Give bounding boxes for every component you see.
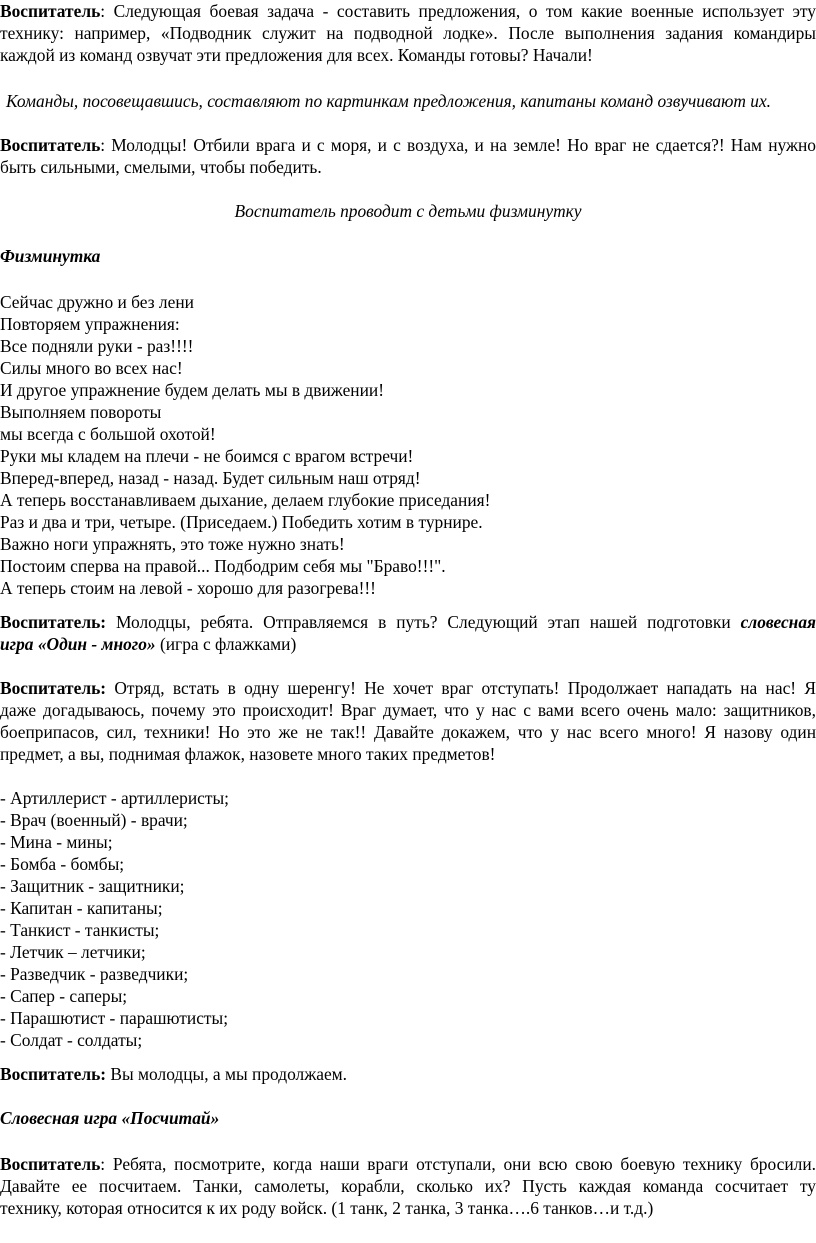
paragraph-line: Воспитатель: Отряд, встать в одну шеренгу! Не хочет враг отступать! Продолжает нападать на нас! Я [0, 678, 816, 698]
poem-line: мы всегда с большой охотой! [0, 424, 216, 444]
paragraph-line: даже догадываюсь, почему это происходит! Враг думает, что у нас с вами всего очень мало: защитников, [0, 700, 816, 720]
poem-line: Повторяем упражнения: [0, 314, 180, 334]
list-item: - Солдат - солдаты; [0, 1030, 143, 1050]
paragraph-line: Воспитатель: Следующая боевая задача - составить предложения, о том какие военные использует эту [0, 1, 816, 21]
poem-line: Раз и два и три, четыре. (Приседаем.) Победить хотим в турнире. [0, 512, 483, 532]
list-item: - Врач (военный) - врачи; [0, 810, 188, 830]
section-heading-physical-minute: Физминутка [0, 246, 101, 266]
paragraph-line: Воспитатель: Вы молодцы, а мы продолжаем. [0, 1064, 348, 1084]
poem-line: Сейчас дружно и без лени [0, 292, 194, 312]
list-item: - Сапер - саперы; [0, 986, 128, 1006]
list-item: - Капитан - капитаны; [0, 898, 163, 918]
poem-line: А теперь стоим на левой - хорошо для разогрева!!! [0, 578, 376, 598]
paragraph-line: Давайте ее посчитаем. Танки, самолеты, корабли, сколько их? Пусть каждая команда сосчитает ту [0, 1176, 816, 1196]
list-item: - Танкист - танкисты; [0, 920, 160, 940]
poem-line: А теперь восстанавливаем дыхание, делаем глубокие приседания! [0, 490, 491, 510]
paragraph-well-done [0, 134, 816, 178]
list-item: - Мина - мины; [0, 832, 113, 852]
paragraph-task [0, 0, 816, 66]
list-item: - Защитник - защитники; [0, 876, 185, 896]
paragraph-one-many [0, 677, 816, 765]
paragraph-line: предмет, а вы, поднимая флажок, назовете много таких предметов! [0, 744, 496, 764]
poem-line: Руки мы кладем на плечи - не боимся с врагом встречи! [0, 446, 414, 466]
speaker-label: Воспитатель: [0, 612, 107, 632]
poem-line: Все подняли руки - раз!!!! [0, 336, 194, 356]
paragraph-line: боеприпасов, сил, техники! Но это же не так!! Давайте докажем, что у нас всего много! Я назову один [0, 722, 816, 742]
stage-direction: Команды, посовещавшись, составляют по картинкам предложения, капитаны команд озвучивают их. [6, 91, 772, 111]
paragraph-next-stage [0, 611, 816, 655]
list-item: - Бомба - бомбы; [0, 854, 125, 874]
paragraph-continue [0, 1063, 816, 1085]
speaker-label: Воспитатель: [0, 678, 107, 698]
speaker-label: Воспитатель [0, 1, 101, 21]
speaker-label: Воспитатель [0, 135, 101, 155]
list-item: - Летчик – летчики; [0, 942, 146, 962]
paragraph-line: Воспитатель: Молодцы, ребята. Отправляемся в путь? Следующий этап нашей подготовки словесная [0, 612, 816, 632]
poem [0, 291, 816, 599]
poem-line: И другое упражнение будем делать мы в движении! [0, 380, 385, 400]
poem-line: Важно ноги упражнять, это тоже нужно знать! [0, 534, 345, 554]
paragraph-line: технику, которая относится к их роду войск. (1 танк, 2 танка, 3 танка….6 танков…и т.д.) [0, 1198, 654, 1218]
speaker-label: Воспитатель: [0, 1064, 107, 1084]
word-list [0, 787, 816, 1051]
list-item: - Разведчик - разведчики; [0, 964, 189, 984]
paragraph-line: игра «Один - много» (игра с флажками) [0, 634, 297, 654]
speaker-label: Воспитатель [0, 1154, 101, 1174]
paragraph-line: Воспитатель: Молодцы! Отбили врага и с моря, и с воздуха, и на земле! Но враг не сдается?! Нам нужно [0, 135, 816, 155]
section-heading-count-game: Словесная игра «Посчитай» [0, 1108, 220, 1128]
poem-line: Выполняем повороты [0, 402, 162, 422]
paragraph-line: технику: например, «Подводник служит на подводной лодке». После выполнения задания командиры [0, 23, 816, 43]
list-item: - Парашютист - парашютисты; [0, 1008, 229, 1028]
poem-line: Постоим сперва на правой... Подбодрим себя мы "Браво!!!". [0, 556, 446, 576]
poem-line: Вперед-вперед, назад - назад. Будет сильным наш отряд! [0, 468, 421, 488]
paragraph-count-equipment [0, 1153, 816, 1219]
stage-direction-centered: Воспитатель проводит с детьми физминутку [234, 201, 582, 221]
poem-line: Силы много во всех нас! [0, 358, 183, 378]
paragraph-line: быть сильными, смелыми, чтобы победить. [0, 157, 322, 177]
paragraph-line: Воспитатель: Ребята, посмотрите, когда наши враги отступали, они всю свою боевую технику бросили. [0, 1154, 816, 1174]
paragraph-line: каждой из команд озвучат эти предложения для всех. Команды готовы? Начали! [0, 45, 593, 65]
list-item: - Артиллерист - артиллеристы; [0, 788, 229, 808]
